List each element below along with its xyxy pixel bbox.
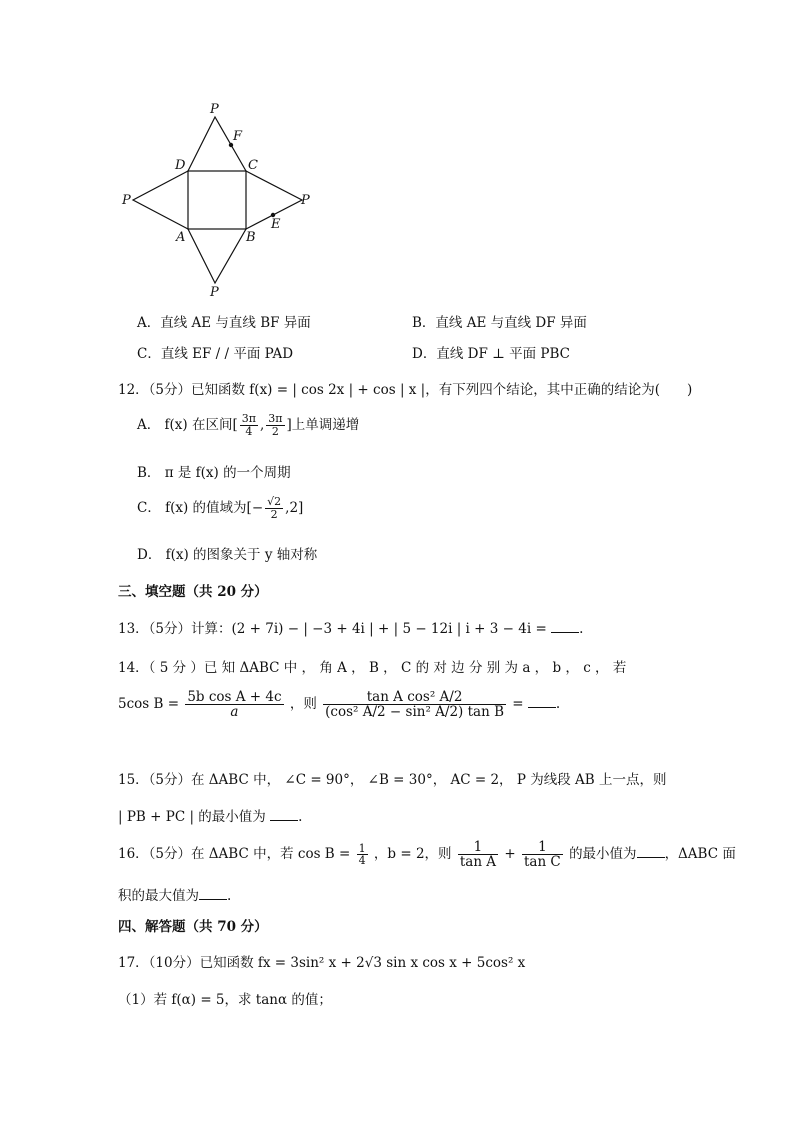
q16-frac3-num: 1 — [522, 840, 563, 855]
q11-option-c: C．直线 EF / / 平面 PAD — [137, 346, 294, 362]
q12-a-frac1-num: 3π — [241, 412, 256, 426]
q16-frac3 — [522, 840, 563, 869]
label-p-bottom: P — [210, 285, 219, 300]
q12-c-frac-num: √2 — [267, 495, 282, 509]
q12-a-pre: A． f(x) 在区间[ — [137, 417, 238, 433]
q15-line1: 15．（5分）在 ΔABC 中， ∠C = 90°， ∠B = 30°， AC = 2， P 为线段 AB 上一点，则 — [118, 772, 667, 788]
q16-plus: + — [504, 846, 516, 863]
q17-stem: 17．（10分）已知函数 fx = 3sin² x + 2√3 sin x cos x + 5cos² x — [118, 955, 526, 971]
q14-blank — [528, 695, 556, 708]
q12-a-frac2-den: 2 — [271, 425, 279, 438]
q13-text: 13．（5分）计算：(2 + 7i) − | −3 + 4i | + | 5 − 12i | i + 3 − 4i = — [118, 621, 552, 637]
q15-blank — [270, 808, 298, 821]
label-a: A — [176, 230, 186, 245]
triangle-top — [188, 117, 246, 171]
triangle-bottom — [188, 229, 246, 283]
q16-blank-2 — [199, 887, 227, 900]
q16-frac1 — [357, 843, 368, 867]
q12-a-sep: , — [259, 417, 265, 433]
q16-frac2 — [458, 840, 498, 869]
q11-option-b: B．直线 AE 与直线 DF 异面 — [412, 315, 587, 331]
q16-frac2-num: 1 — [458, 840, 498, 855]
q12-a-frac1-den: 4 — [245, 425, 253, 438]
section-3-heading: 三、填空题（共 20 分） — [118, 584, 268, 600]
q14-post: = — [512, 696, 528, 713]
q12-stem: 12．（5分）已知函数 f(x) = | cos 2x | + cos | x |，有下列四个结论，其中正确的结论为( ) — [118, 382, 693, 398]
q12-option-a — [137, 413, 359, 438]
label-p-left: P — [122, 193, 131, 208]
q16-line2-text: 积的最大值为 — [118, 888, 199, 904]
q12-c-pre: C． f(x) 的值域为[− — [137, 500, 264, 516]
q16-post2: ，ΔABC 面 — [664, 846, 736, 863]
q14-frac2 — [323, 690, 506, 719]
label-p-top: P — [210, 102, 219, 117]
q12-option-d: D． f(x) 的图象关于 y 轴对称 — [137, 547, 318, 563]
q14-frac1-num: 5b cos A + 4c — [187, 689, 282, 705]
q11-option-d: D．直线 DF ⊥ 平面 PBC — [412, 346, 570, 362]
q11-option-a: A．直线 AE 与直线 BF 异面 — [137, 315, 311, 331]
q14-pre: 5cos B = — [118, 696, 180, 713]
label-c: C — [248, 158, 258, 173]
q16-frac3-den: tan C — [523, 854, 561, 871]
q14-mid: ，则 — [289, 696, 317, 713]
section-4-heading: 四、解答题（共 70 分） — [118, 919, 268, 935]
square-abcd — [188, 171, 246, 229]
q13: 13．（5分）计算：(2 + 7i) − | −3 + 4i | + | 5 − 12i | i + 3 − 4i = . — [118, 621, 584, 637]
q14-frac1 — [185, 690, 283, 719]
q16-frac1-num: 1 — [358, 841, 366, 855]
q14-frac2-num: tan A cos² A/2 — [323, 690, 506, 705]
q16-line2: 积的最大值为 . — [118, 888, 232, 904]
q16-line1 — [118, 840, 736, 869]
label-b: B — [246, 230, 256, 245]
label-d: D — [175, 158, 186, 173]
q14-line2: 5cos B = $\frac{\text{5b cos A + 4c}}{a}$ ，则 $\frac{\text{tan A cos² A/2}}{\text{(cos² A/2 − sin² A/2) tan B}}$ = . — [118, 689, 561, 721]
triangle-left — [133, 171, 188, 229]
q14-frac2-den: (cos² A/2 − sin² A/2) tan B — [325, 704, 504, 721]
label-e: E — [271, 217, 281, 232]
q12-c-frac — [265, 496, 283, 520]
q12-option-b: B． π 是 f(x) 的一个周期 — [137, 465, 291, 481]
q16-blank-1 — [637, 845, 665, 858]
q12-a-frac2 — [266, 413, 284, 437]
q12-a-frac1 — [240, 413, 258, 437]
q12-c-post: ,2] — [285, 500, 304, 516]
q15-line2: | PB + PC | 的最小值为 . — [118, 809, 303, 825]
q16-frac2-den: tan A — [459, 854, 497, 871]
label-f: F — [233, 129, 243, 144]
q14-frac1-den: a — [230, 704, 239, 721]
q14-line1: 14．（ 5 分 ）已 知 ΔABC 中 ， 角 A ， B ， C 的 对 边 分 别 为 a ， b ， c ， 若 — [118, 660, 627, 676]
q17-part1: （1）若 f(α) = 5，求 tanα 的值； — [118, 992, 332, 1008]
label-p-right: P — [301, 193, 310, 208]
q16-pre: 16．（5分）在 ΔABC 中，若 cos B = — [118, 846, 351, 863]
q12-c-frac-den: 2 — [270, 508, 278, 521]
q12-a-post: ]上单调递增 — [286, 417, 360, 433]
q16-post: 的最小值为 — [569, 846, 637, 863]
q13-blank — [551, 620, 579, 633]
q16-mid: ，b = 2，则 — [373, 846, 452, 863]
q12-a-frac2-num: 3π — [268, 412, 283, 426]
q16-frac1-den: 4 — [358, 854, 366, 868]
q12-option-c — [137, 496, 303, 521]
geometry-figure — [115, 95, 325, 305]
q15-line2-text: | PB + PC | 的最小值为 — [118, 809, 271, 825]
